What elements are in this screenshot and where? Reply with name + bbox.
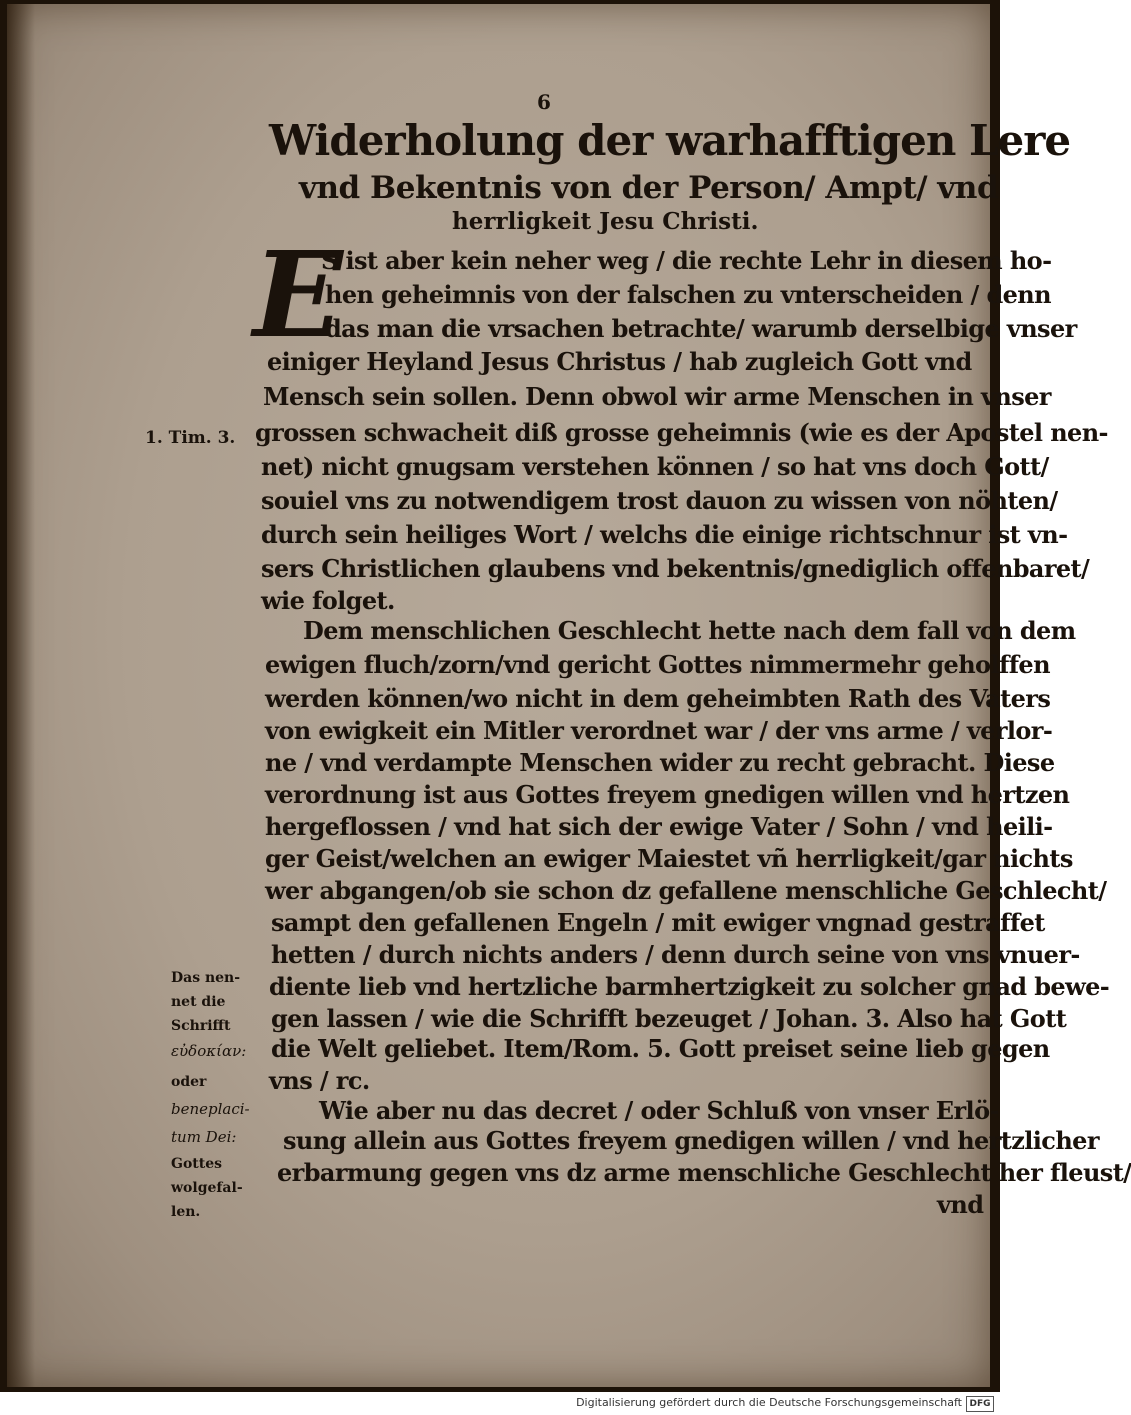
margin-note: tum Dei: [171, 1128, 237, 1146]
body-line: das man die vrsachen betrachte/ warumb derselbige vnser [325, 314, 1077, 343]
body-line: vns / rc. [269, 1066, 370, 1095]
heading-line-2: vnd Bekentnis von der Person/ Ampt/ vnd [299, 170, 999, 206]
dfg-logo: DFG [966, 1396, 994, 1412]
body-line: werden können/wo nicht in dem geheimbten Rath des Vaters [265, 684, 1051, 713]
body-line: net) nicht gnugsam verstehen können / so hat vns doch Gott/ [261, 452, 1049, 481]
body-line: ewigen fluch/zorn/vnd gericht Gottes nimmermehr geholffen [265, 650, 1050, 679]
body-line: von ewigkeit ein Mitler verordnet war / der vns arme / verlor- [265, 716, 1053, 745]
page-number: 6 [537, 90, 551, 114]
margin-note: net die [171, 994, 226, 1010]
body-line: vnd [937, 1190, 984, 1219]
body-line: die Welt geliebet. Item/Rom. 5. Gott preiset seine lieb gegen [271, 1034, 1050, 1063]
heading-line-3: herrligkeit Jesu Christi. [452, 208, 759, 235]
body-line: sampt den gefallenen Engeln / mit ewiger vngnad gestraffet [271, 908, 1045, 937]
body-line: ne / vnd verdampte Menschen wider zu recht gebracht. Diese [265, 748, 1055, 777]
body-line: Mensch sein sollen. Denn obwol wir arme Menschen in vnser [263, 382, 1051, 411]
body-line: sers Christlichen glaubens vnd bekentnis/gnediglich offenbaret/ [261, 554, 1090, 583]
body-line: wer abgangen/ob sie schon dz gefallene menschliche Geschlecht/ [265, 876, 1107, 905]
margin-note: Das nen- [171, 970, 241, 986]
margin-note: wolgefal- [171, 1180, 243, 1196]
body-line: grossen schwacheit diß grosse geheimnis (wie es der Apostel nen- [255, 418, 1108, 447]
body-line: einiger Heyland Jesus Christus / hab zugleich Gott vnd [267, 347, 972, 376]
body-line: sung allein aus Gottes freyem gnedigen willen / vnd hertzlicher [283, 1126, 1099, 1155]
body-line: souiel vns zu notwendigem trost dauon zu wissen von nöhten/ [261, 486, 1058, 515]
body-line: hergeflossen / vnd hat sich der ewige Vater / Sohn / vnd heili- [265, 812, 1053, 841]
footer-bar [0, 1392, 1000, 1415]
margin-note: oder [171, 1074, 207, 1090]
margin-note: Gottes [171, 1156, 223, 1172]
book-page [7, 4, 1131, 1387]
body-line: wie folget. [261, 586, 395, 615]
margin-note: len. [171, 1204, 201, 1220]
body-line: verordnung ist aus Gottes freyem gnedigen willen vnd hertzen [265, 780, 1070, 809]
body-line: hetten / durch nichts anders / denn durch seine von vns vnuer- [271, 940, 1080, 969]
body-line: S ist aber kein neher weg / die rechte Lehr in diesem ho- [321, 246, 1052, 275]
body-line: Dem menschlichen Geschlecht hette nach dem fall von dem [303, 616, 1076, 645]
margin-note: Schrifft [171, 1018, 231, 1034]
margin-note: εὐδοκίαν: [171, 1042, 247, 1060]
heading-line-1: Widerholung der warhafftigen Lere [269, 116, 1071, 165]
margin-note: beneplaci- [171, 1100, 250, 1118]
funding-credit: Digitalisierung gefördert durch die Deutsche Forschungsgemeinschaft [576, 1396, 962, 1409]
body-line: gen lassen / wie die Schrifft bezeuget / Johan. 3. Also hat Gott [271, 1004, 1067, 1033]
margin-note: 1. Tim. 3. [145, 428, 236, 448]
body-line: Wie aber nu das decret / oder Schluß von vnser Erlö- [319, 1096, 999, 1125]
body-line: erbarmung gegen vns dz arme menschliche Geschlecht her fleust/ [277, 1158, 1131, 1187]
body-line: durch sein heiliges Wort / welchs die einige richtschnur ist vn- [261, 520, 1068, 549]
body-line: hen geheimnis von der falschen zu vnterscheiden / denn [325, 280, 1052, 309]
drop-cap: E [253, 225, 343, 364]
body-line: ger Geist/welchen an ewiger Maiestet vñ herrligkeit/gar nichts [265, 844, 1073, 873]
body-line: diente lieb vnd hertzliche barmhertzigkeit zu solcher gnad bewe- [269, 972, 1110, 1001]
